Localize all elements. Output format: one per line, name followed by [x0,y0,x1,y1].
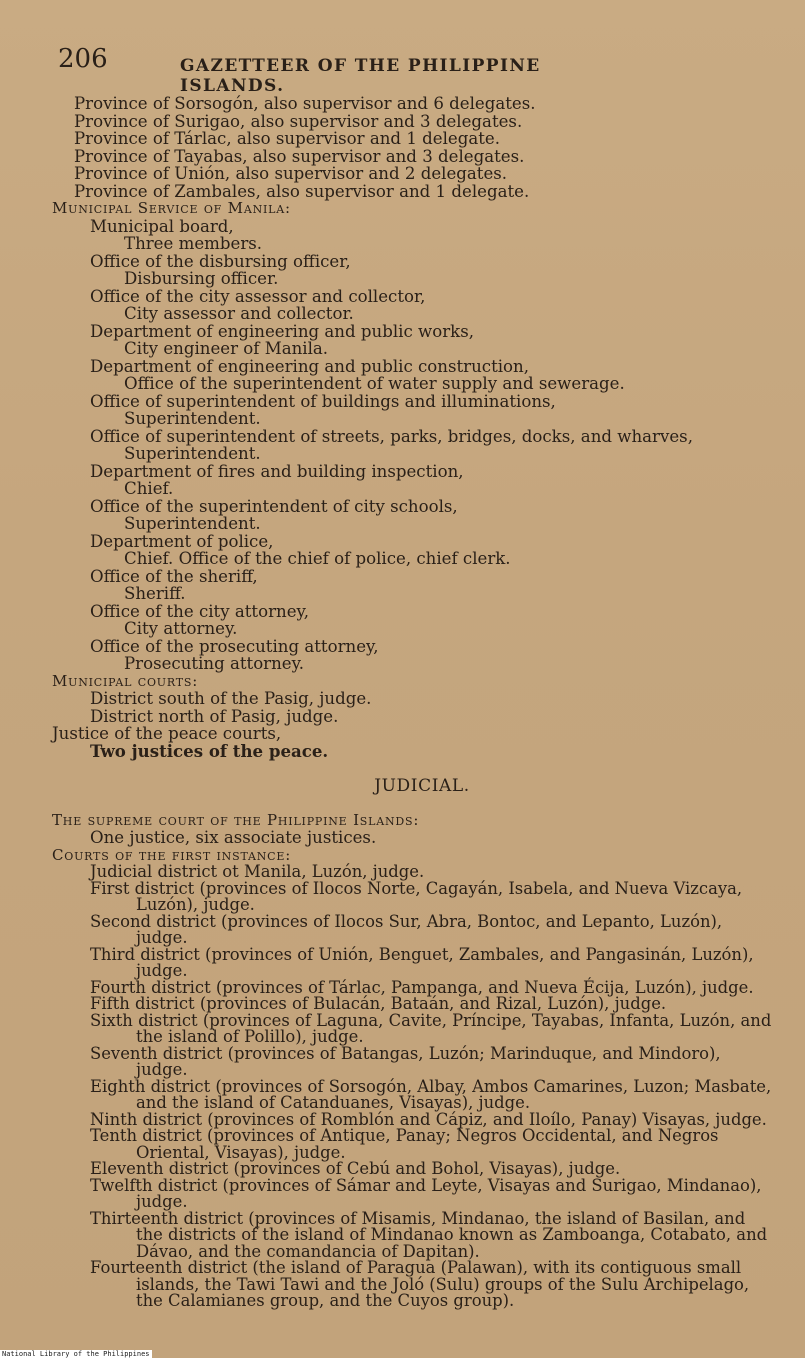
court-district-line: Fourteenth district (the island of Paragua (Palawan), with its contiguous small islands, the Tawi Tawi and the Joló (Sulu) groups of the Sulu Archipelago, the Calamianes group, and the Cuyos group). [90,1258,750,1310]
court-district-line: Eighth district (provinces of Sorsogón, Albay, Ambos Camarines, Luzon; Masbate, and the island of Catanduanes, Visayas), judge. [90,1076,772,1112]
running-head: GAZETTEER OF THE PHILIPPINE ISLANDS. [180,56,541,96]
court-district-line: Ninth district (provinces of Romblón and Cápiz, and Iloílo, Panay) Visayas, judge. [90,1109,767,1129]
court-district-line: Judicial district ot Manila, Luzón, judge. [90,862,425,881]
office-line: Department of fires and building inspection, [90,461,464,481]
officer-line: Superintendent. [124,444,261,463]
municipal-service-heading: Municipal Service of Manila: [52,199,291,217]
office-line: Office of the sheriff, [90,566,258,586]
court-district-line: Thirteenth district (provinces of Misamis, Mindanao, the island of Basilan, and the districts of the island of Mindanao known as Zamboanga, Cotabato, and Dávao, and the comandancia of Dapitan). [90,1208,768,1261]
office-line: Office of the disbursing officer, [90,251,351,271]
justice-of-peace-sub: Two justices of the peace. [90,740,329,761]
library-footer: National Library of the Philippines [2,1350,150,1358]
office-line: Office of superintendent of streets, parks, bridges, docks, and wharves, [90,426,693,446]
municipal-court-line: District north of Pasig, judge. [90,706,339,726]
officer-line: City assessor and collector. [124,304,354,323]
officer-line: Superintendent. [124,514,261,533]
justice-of-peace-line: Justice of the peace courts, [52,724,282,743]
office-line: Office of the superintendent of city schools, [90,496,458,516]
office-line: Municipal board, [90,216,234,236]
office-line: Office of superintendent of buildings and illuminations, [90,391,556,411]
province-line: Province of Zambales, also supervisor and 1 delegate. [74,181,530,201]
court-list [52,862,772,1310]
court-district-line: Twelfth district (provinces of Sámar and Leyte, Visayas and Surigao, Mindanao), judge. [90,1175,762,1211]
page-number: 206 [58,44,108,74]
court-district-line: Second district (provinces of Ilocos Sur, Abra, Bontoc, and Lepanto, Luzón), judge. [90,911,723,947]
officer-line: Three members. [124,234,263,253]
province-line: Province of Tárlac, also supervisor and 1 delegate. [74,129,501,148]
province-list [52,95,752,200]
supreme-court-heading: The supreme court of the Philippine Islands: [52,810,420,829]
officer-line: City attorney. [124,619,238,638]
officer-line: Disbursing officer. [124,269,279,288]
court-district-line: Seventh district (provinces of Batangas, Luzón; Marinduque, and Mindoro), judge. [90,1043,721,1079]
office-line: Office of the city attorney, [90,601,309,621]
officer-line: City engineer of Manila. [124,339,329,358]
officer-line: Chief. Office of the chief of police, chief clerk. [124,549,511,568]
court-district-line: Sixth district (provinces of Laguna, Cavite, Príncipe, Tayabas, Infanta, Luzón, and the island of Polillo), judge. [90,1010,772,1046]
province-line: Province of Tayabas, also supervisor and 3 delegates. [74,146,525,166]
municipal-courts-heading: Municipal courts: [52,671,199,690]
page-header [58,44,628,96]
court-district-line: Fourth district (provinces of Tárlac, Pampanga, and Nueva Écija, Luzón), judge. [90,977,754,997]
first-instance-heading: Courts of the first instance: [52,845,292,864]
office-line: Office of the city assessor and collector, [90,286,426,306]
officer-line: Superintendent. [124,409,261,428]
court-district-line: Fifth district (provinces of Bulacán, Bataán, and Rizal, Luzón), judge. [90,994,667,1013]
municipal-service-list [52,218,752,673]
municipal-court-line: District south of the Pasig, judge. [90,689,372,708]
officer-line: Sheriff. [124,584,186,603]
office-line: Department of engineering and public construction, [90,356,530,376]
province-line: Province of Sorsogón, also supervisor and 6 delegates. [74,94,536,113]
judicial-section-title: JUDICIAL. [374,776,470,796]
officer-line: Prosecuting attorney. [124,654,305,673]
supreme-court-sub: One justice, six associate justices. [90,828,377,847]
province-line: Province of Unión, also supervisor and 2 delegates. [74,164,508,183]
province-line: Province of Surigao, also supervisor and 3 delegates. [74,111,523,131]
court-district-line: Eleventh district (provinces of Cebú and Bohol, Visayas), judge. [90,1159,621,1178]
page-body [52,94,772,1310]
officer-line: Chief. [124,479,174,498]
office-line: Office of the prosecuting attorney, [90,636,379,656]
office-line: Department of police, [90,531,274,551]
officer-line: Office of the superintendent of water supply and sewerage. [124,374,625,393]
office-line: Department of engineering and public works, [90,321,474,341]
court-district-line: Tenth district (provinces of Antique, Panay; Negros Occidental, and Negros Oriental, Visayas), judge. [90,1126,719,1162]
court-district-line: Third district (provinces of Unión, Benguet, Zambales, and Pangasinán, Luzón), judge. [90,944,754,980]
court-district-line: First district (provinces of Ilocos Norte, Cagayán, Isabela, and Nueva Vizcaya, Luzón), judge. [90,878,743,914]
